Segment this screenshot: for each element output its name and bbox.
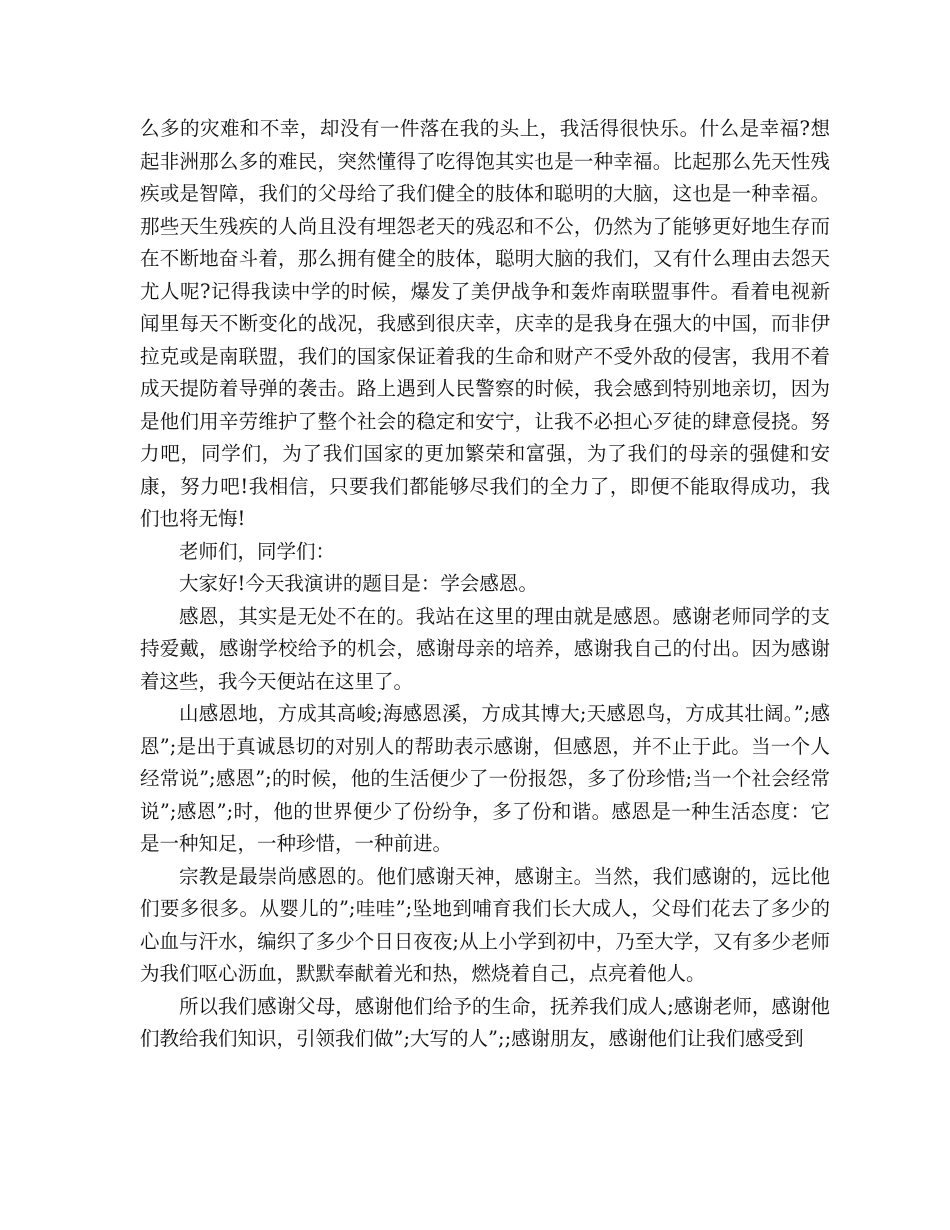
paragraph-5: 山感恩地，方成其高峻;海感恩溪，方成其博大;天感恩鸟，方成其壮阔。”;感恩”;是出于真诚恳切的对别人的帮助表示感谢，但感恩，并不止于此。当一个人经常说”;感恩”;的时候，他的生活便少了一份报怨，多了份珍惜;当一个社会经常说”;感恩”;时，他的世界便少了份纷争，多了份和谐。感恩是一种生活态度：它是一种知足，一种珍惜，一种前进。: [140, 702, 830, 855]
paragraph-1: 么多的灾难和不幸，却没有一件落在我的头上，我活得很快乐。什么是幸福?想起非洲那么多的难民，突然懂得了吃得饱其实也是一种幸福。比起那么先天性残疾或是智障，我们的父母给了我们健全的肢体和聪明的大脑，这也是一种幸福。那些天生残疾的人尚且没有埋怨老天的残忍和不公，仍然为了能够更好地生存而在不断地奋斗着，那么拥有健全的肢体，聪明大脑的我们，又有什么理由去怨天尤人呢?记得我读中学的时候，爆发了美伊战争和轰炸南联盟事件。看着电视新闻里每天不断变化的战况，我感到很庆幸，庆幸的是我身在强大的中国，而非伊拉克或是南联盟，我们的国家保证着我的生命和财产不受外敌的侵害，我用不着成天提防着导弹的袭击。路上遇到人民警察的时候，我会感到特别地亲切，因为是他们用辛劳维护了整个社会的稳定和安宁，让我不必担心歹徒的肆意侵挠。努力吧，同学们，为了我们国家的更加繁荣和富强，为了我们的母亲的强健和安康，努力吧!我相信，只要我们都能够尽我们的全力了，即便不能取得成功，我们也将无悔!: [140, 117, 830, 530]
paragraph-4: 感恩，其实是无处不在的。我站在这里的理由就是感恩。感谢老师同学的支持爱戴，感谢学校给予的机会，感谢母亲的培养，感谢我自己的付出。因为感谢着这些，我今天便站在这里了。: [140, 604, 830, 693]
paragraph-3: 大家好!今天我演讲的题目是：学会感恩。: [179, 572, 538, 595]
document-page: [140, 113, 830, 1056]
paragraph-7: 所以我们感谢父母，感谢他们给予的生命，抚养我们成人;感谢老师，感谢他们教给我们知识，引领我们做”;大写的人”;;感谢朋友，感谢他们让我们感受到: [140, 994, 830, 1050]
paragraph-6: 宗教是最崇尚感恩的。他们感谢天神，感谢主。当然，我们感谢的，远比他们要多很多。从婴儿的”;哇哇”;坠地到哺育我们长大成人，父母们花去了多少的心血与汗水，编织了多少个日日夜夜;从上小学到初中，乃至大学，又有多少老师为我们呕心沥血，默默奉献着光和热，燃烧着自己，点亮着他人。: [140, 864, 830, 985]
paragraph-2: 老师们，同学们：: [179, 539, 336, 563]
